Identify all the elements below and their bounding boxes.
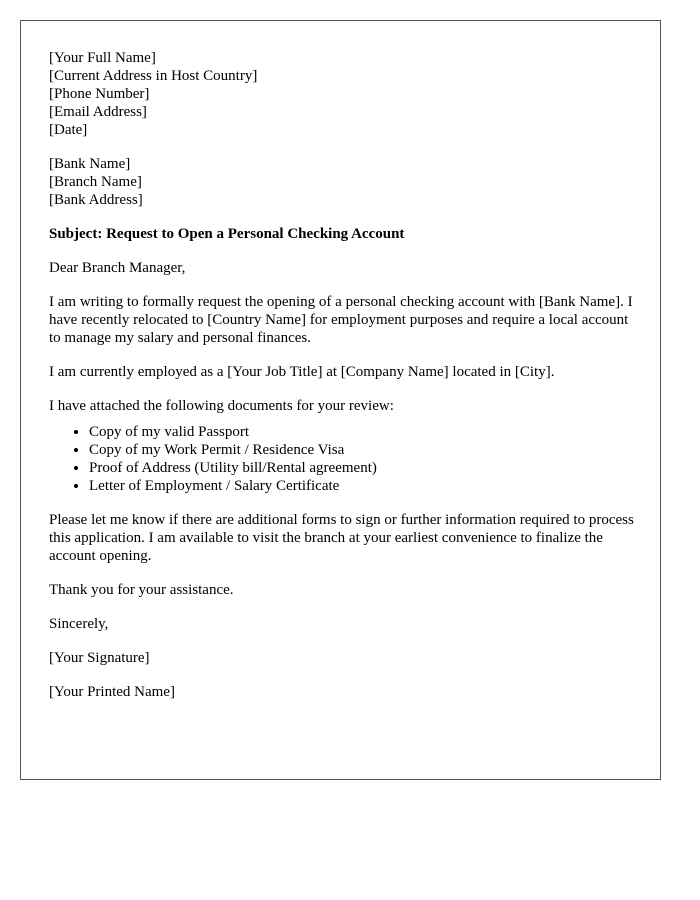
signature-line: [Your Signature] xyxy=(49,650,150,666)
thanks-line: Thank you for your assistance. xyxy=(49,582,234,598)
documents-list xyxy=(49,423,639,495)
salutation: Dear Branch Manager, xyxy=(49,260,186,276)
sender-name: [Your Full Name] xyxy=(49,50,156,66)
list-item: • Copy of my valid Passport xyxy=(89,423,639,441)
sender-block xyxy=(49,49,639,139)
recipient-branch-name: [Branch Name] xyxy=(49,174,142,190)
recipient-block xyxy=(49,155,639,209)
sender-email: [Email Address] xyxy=(49,104,147,120)
body-paragraph-1: I am writing to formally request the opening of a personal checking account with [Bank Name]. I have recently relocated to [Country Name] for employment purposes and require a local account to manage my salary and personal finances. xyxy=(49,294,633,346)
body-paragraph-2: I am currently employed as a [Your Job Title] at [Company Name] located in [City]. xyxy=(49,364,555,380)
recipient-bank-address: [Bank Address] xyxy=(49,192,143,208)
sender-address: [Current Address in Host Country] xyxy=(49,68,258,84)
recipient-bank-name: [Bank Name] xyxy=(49,156,131,172)
list-item: • Copy of my Work Permit / Residence Visa xyxy=(89,441,639,459)
letter-page xyxy=(20,20,661,780)
list-item: • Proof of Address (Utility bill/Rental agreement) xyxy=(89,459,639,477)
body-paragraph-3: I have attached the following documents for your review: xyxy=(49,398,394,414)
letter-content xyxy=(49,49,639,717)
sender-phone: [Phone Number] xyxy=(49,86,150,102)
subject-line: Subject: Request to Open a Personal Checking Account xyxy=(49,226,405,242)
body-paragraph-4: Please let me know if there are additional forms to sign or further information required to process this application. I am available to visit the branch at your earliest convenience to finalize the account opening. xyxy=(49,512,634,564)
letter-date: [Date] xyxy=(49,122,88,138)
list-item: • Letter of Employment / Salary Certificate xyxy=(89,477,639,495)
closing-line: Sincerely, xyxy=(49,616,109,632)
printed-name-line: [Your Printed Name] xyxy=(49,684,175,700)
